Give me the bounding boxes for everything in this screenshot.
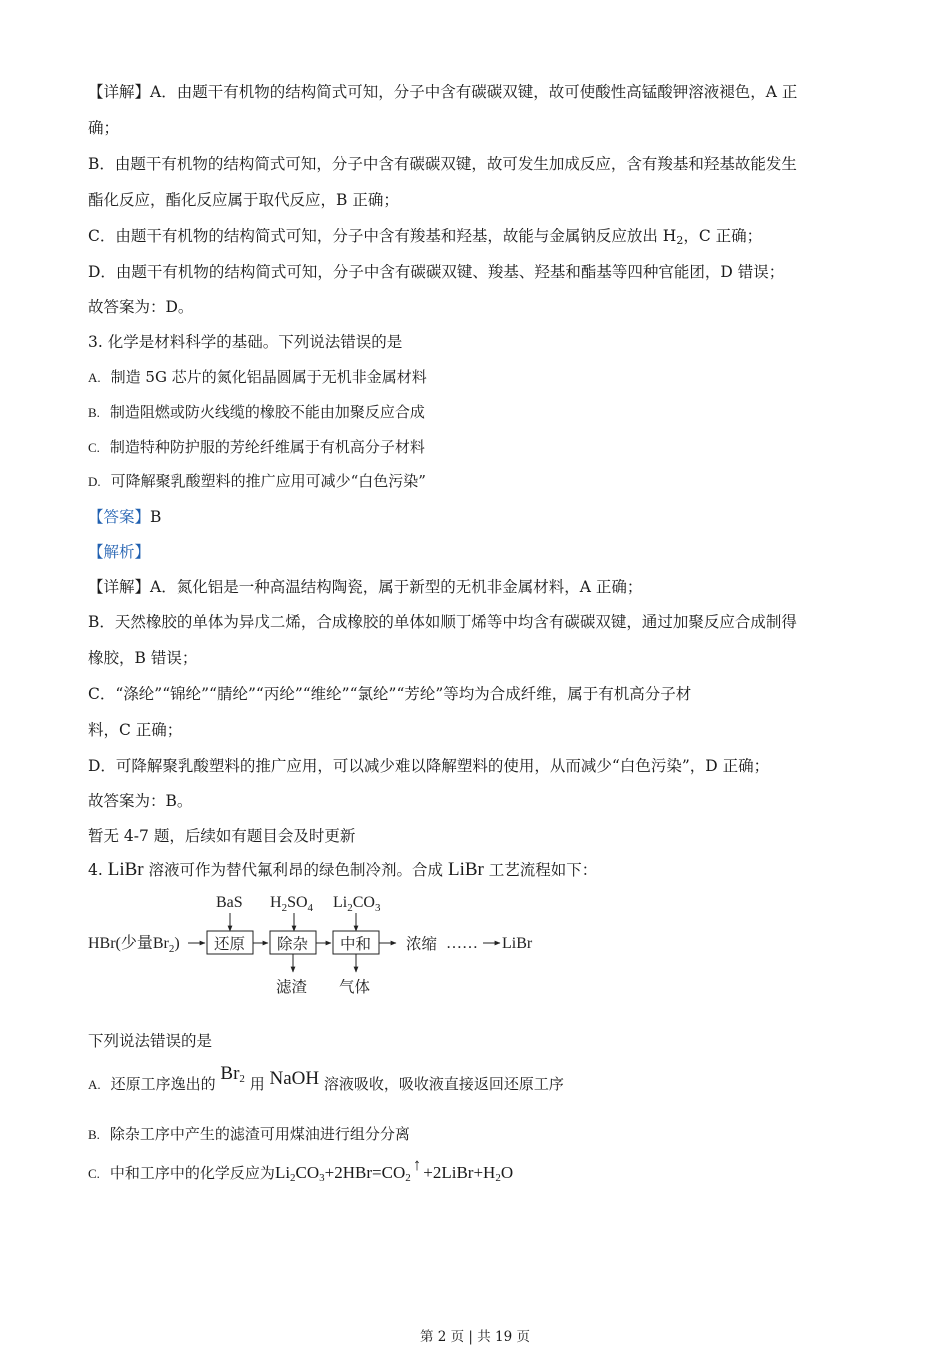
flow-dots: ……	[446, 935, 478, 952]
output-residue: 滤渣	[276, 978, 308, 996]
step-neutralization: 中和	[340, 935, 372, 953]
q3-detail-6: D．可降解聚乳酸塑料的推广应用，可以减少难以降解塑料的使用，从而减少“白色污染”，D 正确；	[88, 757, 770, 775]
q3-detail-2: B．天然橡胶的单体为异戊二烯，合成橡胶的单体如顺丁烯等中均含有碳碳双键，通过加聚反应合成制得	[88, 613, 797, 631]
page-footer: 第 2 页 | 共 19 页	[419, 1329, 531, 1345]
q4-option-b: B. 除杂工序中产生的滤渣可用煤油进行组分分离	[88, 1125, 410, 1143]
detail-tag: 【详解】	[88, 83, 151, 101]
q4-ask: 下列说法错误的是	[88, 1032, 213, 1050]
q4-stem: 4. LiBr 溶液可作为替代氟利昂的绿色制冷剂。合成 LiBr 工艺流程如下：	[88, 859, 598, 880]
answer-value: B	[150, 508, 162, 526]
reagent-h2so4: $H_2SO_4$	[270, 894, 314, 914]
q3-analysis-tag: 【解析】	[88, 543, 151, 561]
detail-line-3: B．由题干有机物的结构简式可知，分子中含有碳碳双键，故可发生加成反应，含有羧基和羟基故能发生	[88, 155, 797, 173]
q3-answer	[88, 507, 858, 527]
answer-summary-prev: 故答案为：D。	[88, 298, 194, 316]
q3-option-c: C. 制造特种防护服的芳纶纤维属于有机高分子材料	[88, 438, 425, 456]
q3-detail-1: 【详解】A．氮化铝是一种高温结构陶瓷，属于新型的无机非金属材料，A 正确；	[88, 578, 643, 596]
flow-product: LiBr	[502, 935, 533, 952]
q3-option-a: A. 制造 5G 芯片的氮化铝晶圆属于无机非金属材料	[88, 368, 427, 386]
reagent-bas: BaS	[216, 894, 243, 911]
detail-line-4: 酯化反应，酯化反应属于取代反应，B 正确；	[88, 191, 399, 209]
process-flow-diagram	[88, 888, 568, 1008]
detail-line-6: D．由题干有机物的结构简式可知，分子中含有碳碳双键、羧基、羟基和酯基等四种官能团，D 错误；	[88, 263, 785, 281]
answer-tag: 【答案】	[88, 508, 151, 526]
q3-answer-summary: 故答案为：B。	[88, 792, 193, 810]
q3-detail-5: 料，C 正确；	[88, 721, 183, 739]
detail-line-2: 确；	[88, 119, 120, 137]
detail-text: A．由题干有机物的结构简式可知，分子中含有碳碳双键，故可使酸性高锰酸钾溶液褪色，A 正	[150, 83, 798, 101]
detail-line-1	[88, 82, 858, 102]
q3-stem: 3. 化学是材料科学的基础。下列说法错误的是	[88, 333, 403, 351]
step-reduction: 还原	[214, 935, 246, 953]
reagent-li2co3: $Li_2CO_3$	[333, 894, 381, 914]
update-note: 暂无 4-7 题，后续如有题目会及时更新	[88, 827, 356, 845]
q4-option-c-equation: $Li_2CO_3+2HBr=CO_2↑$ $+2LiBr+H_2O$	[274, 1155, 514, 1184]
q3-detail-3: 橡胶，B 错误；	[88, 649, 198, 667]
detail-line-5: C．由题干有机物的结构简式可知，分子中含有羧基和羟基，故能与金属钠反应放出 $H_2$，C 正确；	[88, 227, 763, 247]
flow-input: HBr(少量$Br_2$)	[88, 935, 180, 955]
output-gas: 气体	[339, 978, 371, 996]
q3-option-d: D. 可降解聚乳酸塑料的推广应用可减少“白色污染”	[88, 472, 426, 490]
step-purification: 除杂	[277, 935, 309, 953]
q4-option-c: C. 中和工序中的化学反应为$Li_2CO_3+2HBr=CO_2↑$ $+2LiBr+H_2O$	[88, 1155, 514, 1184]
q3-option-b: B. 制造阻燃或防火线缆的橡胶不能由加聚反应合成	[88, 403, 425, 421]
q4-option-a: A. 还原工序逸出的 $Br_2$ 用 NaOH 溶液吸收，吸收液直接返回还原工序	[88, 1063, 564, 1093]
step-concentrate: 浓缩	[406, 935, 438, 953]
q3-detail-4: C．“涤纶”“锦纶”“腈纶”“丙纶”“维纶”“氯纶”“芳纶”等均为合成纤维，属于有机高分子材	[88, 685, 692, 703]
